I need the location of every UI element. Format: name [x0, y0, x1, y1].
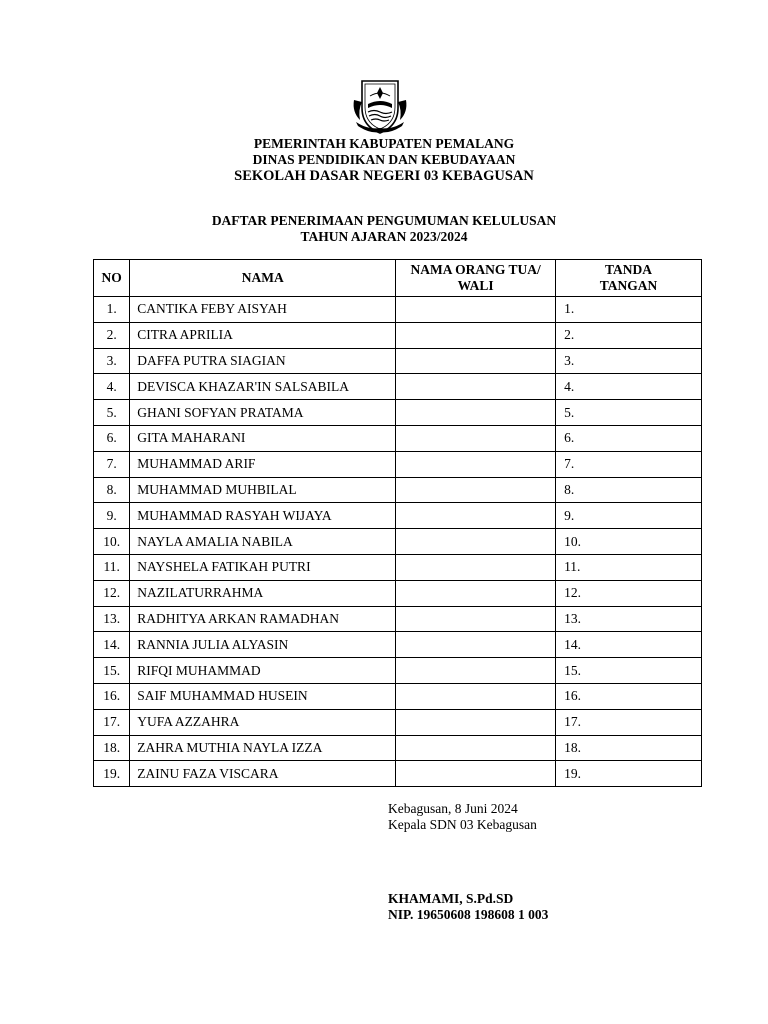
table-row — [94, 658, 702, 684]
row-number: 16. — [94, 683, 130, 709]
row-number: 19. — [94, 761, 130, 787]
row-number: 5. — [94, 400, 130, 426]
signature-cell: 4. — [556, 374, 702, 400]
row-number: 17. — [94, 709, 130, 735]
table-row — [94, 580, 702, 606]
signature-cell: 7. — [556, 451, 702, 477]
student-name: RANNIA JULIA ALYASIN — [130, 632, 396, 658]
header-nama: NAMA — [130, 260, 396, 297]
header-government: PEMERINTAH KABUPATEN PEMALANG — [253, 136, 515, 151]
row-number: 7. — [94, 451, 130, 477]
place-date: Kebagusan, 8 Juni 2024 — [388, 801, 518, 816]
student-name: MUHAMMAD RASYAH WIJAYA — [130, 503, 396, 529]
table-row — [94, 606, 702, 632]
guardian-name — [396, 348, 556, 374]
signer-position: Kepala SDN 03 Kebagusan — [388, 817, 537, 832]
guardian-name — [396, 735, 556, 761]
student-name: DEVISCA KHAZAR'IN SALSABILA — [130, 374, 396, 400]
signature-cell: 18. — [556, 735, 702, 761]
guardian-name — [396, 477, 556, 503]
table-row — [94, 529, 702, 555]
student-name: CANTIKA FEBY AISYAH — [130, 297, 396, 323]
row-number: 15. — [94, 658, 130, 684]
signature-cell: 15. — [556, 658, 702, 684]
header-department: DINAS PENDIDIKAN DAN KEBUDAYAAN — [252, 152, 516, 167]
signature-place-block — [388, 801, 537, 833]
table-row — [94, 554, 702, 580]
table-row — [94, 348, 702, 374]
header-ttd-line2: TANGAN — [599, 278, 658, 293]
student-name: GHANI SOFYAN PRATAMA — [130, 400, 396, 426]
regency-emblem-icon — [350, 78, 410, 136]
guardian-name — [396, 374, 556, 400]
table-row — [94, 477, 702, 503]
student-name: ZAINU FAZA VISCARA — [130, 761, 396, 787]
signer-name: KHAMAMI, S.Pd.SD — [388, 891, 514, 906]
signature-cell: 12. — [556, 580, 702, 606]
table-row — [94, 425, 702, 451]
table-row — [94, 322, 702, 348]
guardian-name — [396, 451, 556, 477]
header-ttd-line1: TANDA — [605, 262, 653, 277]
table-row — [94, 683, 702, 709]
student-name: RADHITYA ARKAN RAMADHAN — [130, 606, 396, 632]
row-number: 10. — [94, 529, 130, 555]
student-name: MUHAMMAD MUHBILAL — [130, 477, 396, 503]
guardian-name — [396, 709, 556, 735]
guardian-name — [396, 580, 556, 606]
student-name: NAYSHELA FATIKAH PUTRI — [130, 554, 396, 580]
guardian-name — [396, 400, 556, 426]
student-name: RIFQI MUHAMMAD — [130, 658, 396, 684]
signature-cell: 6. — [556, 425, 702, 451]
student-name: DAFFA PUTRA SIAGIAN — [130, 348, 396, 374]
table-row — [94, 451, 702, 477]
header-no: NO — [94, 260, 130, 297]
table-row — [94, 297, 702, 323]
header-wali-line2: WALI — [457, 278, 494, 293]
row-number: 6. — [94, 425, 130, 451]
student-name: YUFA AZZAHRA — [130, 709, 396, 735]
guardian-name — [396, 554, 556, 580]
table-row — [94, 503, 702, 529]
table-row — [94, 709, 702, 735]
title-year: TAHUN AJARAN 2023/2024 — [300, 229, 468, 244]
signature-cell: 1. — [556, 297, 702, 323]
signature-official-block — [388, 891, 548, 923]
table-row — [94, 632, 702, 658]
signature-cell: 8. — [556, 477, 702, 503]
guardian-name — [396, 632, 556, 658]
receipt-table — [93, 259, 702, 787]
header-school: SEKOLAH DASAR NEGERI 03 KEBAGUSAN — [234, 168, 534, 184]
row-number: 4. — [94, 374, 130, 400]
guardian-name — [396, 683, 556, 709]
guardian-name — [396, 761, 556, 787]
row-number: 18. — [94, 735, 130, 761]
row-number: 3. — [94, 348, 130, 374]
signature-cell: 9. — [556, 503, 702, 529]
row-number: 2. — [94, 322, 130, 348]
signature-cell: 19. — [556, 761, 702, 787]
student-name: ZAHRA MUTHIA NAYLA IZZA — [130, 735, 396, 761]
row-number: 9. — [94, 503, 130, 529]
student-name: NAZILATURRAHMA — [130, 580, 396, 606]
signature-cell: 11. — [556, 554, 702, 580]
guardian-name — [396, 529, 556, 555]
student-name: CITRA APRILIA — [130, 322, 396, 348]
table-row — [94, 735, 702, 761]
guardian-name — [396, 425, 556, 451]
row-number: 12. — [94, 580, 130, 606]
table-body — [94, 297, 702, 787]
header-wali — [396, 260, 556, 297]
header-ttd — [556, 260, 702, 297]
signature-cell: 13. — [556, 606, 702, 632]
student-name: NAYLA AMALIA NABILA — [130, 529, 396, 555]
row-number: 14. — [94, 632, 130, 658]
guardian-name — [396, 297, 556, 323]
row-number: 11. — [94, 554, 130, 580]
title-main: DAFTAR PENERIMAAN PENGUMUMAN KELULUSAN — [211, 213, 557, 228]
table-row — [94, 400, 702, 426]
table-row — [94, 761, 702, 787]
guardian-name — [396, 322, 556, 348]
row-number: 1. — [94, 297, 130, 323]
table-row — [94, 374, 702, 400]
header-wali-line1: NAMA ORANG TUA/ — [410, 262, 541, 277]
row-number: 13. — [94, 606, 130, 632]
row-number: 8. — [94, 477, 130, 503]
student-name: SAIF MUHAMMAD HUSEIN — [130, 683, 396, 709]
signature-cell: 2. — [556, 322, 702, 348]
institution-header — [0, 136, 768, 184]
table-header-row — [94, 260, 702, 297]
document-title — [0, 213, 768, 245]
student-name: MUHAMMAD ARIF — [130, 451, 396, 477]
student-name: GITA MAHARANI — [130, 425, 396, 451]
signature-cell: 10. — [556, 529, 702, 555]
signature-cell: 5. — [556, 400, 702, 426]
guardian-name — [396, 503, 556, 529]
guardian-name — [396, 606, 556, 632]
signer-nip: NIP. 19650608 198608 1 003 — [388, 907, 549, 922]
signature-cell: 17. — [556, 709, 702, 735]
signature-cell: 16. — [556, 683, 702, 709]
signature-cell: 14. — [556, 632, 702, 658]
guardian-name — [396, 658, 556, 684]
signature-cell: 3. — [556, 348, 702, 374]
